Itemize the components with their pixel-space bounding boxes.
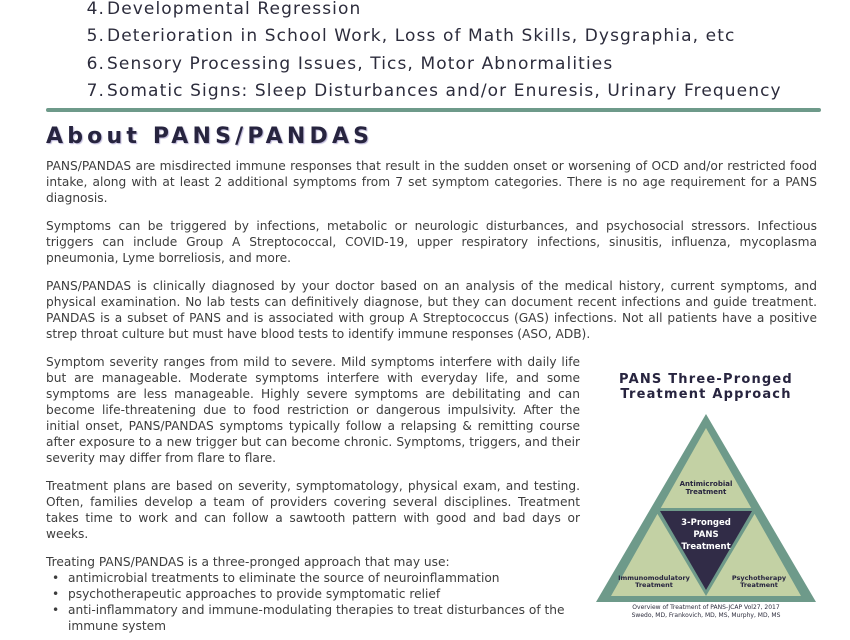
center-label-line2: PANS [693,530,719,540]
figure-title-line2: Treatment Approach [620,387,792,402]
paragraph-definition: PANS/PANDAS are misdirected immune responses that result in the sudden onset or worsening of OCD and/or restricted food intake, along with at least 2 additional symptoms from 7 set symptom categories. There is no age requirement for a PANS diagnosis. [46,159,817,205]
paragraph-treatment-plans: Treatment plans are based on severity, symptomatology, physical exam, and testing. Often, families develop a team of providers covering several disciplines. Treatment takes time to work and can follow a sawtooth pattern with good and bad days or weeks. [46,479,580,541]
section-divider [46,108,821,112]
center-label-line3: Treatment [681,542,731,552]
top-label-line1: Antimicrobial [679,480,733,488]
figure-title-line1: PANS Three-Pronged [619,372,793,387]
center-label-line1: 3-Pronged [681,518,731,528]
section-title: About PANS/PANDAS [46,124,374,149]
right-label-line1: Psychotherapy [731,574,787,582]
paragraph-triggers: Symptoms can be triggered by infections, metabolic or neurologic disturbances, and psychosocial stressors. Infectious triggers can include Group A Streptococcal, COVID-19, upper respiratory infections, sinusitis, influenza, mycoplasma pneumonia, Lyme borreliosis, and more. [46,219,817,265]
figure-caption-line1: Overview of Treatment of PANS-JCAP Vol27, 2017 [632,604,780,611]
list-item: • psychotherapeutic approaches to provide symptomatic relief [46,586,586,602]
figure-caption-line2: Swedo, MD, Frankovich, MD, MS, Murphy, MD, MS [631,612,781,619]
list-item: 5. Deterioration in School Work, Loss of Math Skills, Dysgraphia, etc [86,26,736,46]
list-item: • antimicrobial treatments to eliminate the source of neuroinflammation [46,570,586,586]
top-label-line2: Treatment [685,488,727,496]
list-item: 7. Somatic Signs: Sleep Disturbances and/or Enuresis, Urinary Frequency [86,81,782,101]
paragraph-severity: Symptom severity ranges from mild to severe. Mild symptoms interfere with daily life but are manageable. Moderate symptoms interfere with everyday life, and some symptoms are less manageable. Highly severe symptoms are debilitating and can become life-threatening due to food restriction or dangerous impulsivity. After the initial onset, PANS/PANDAS symptoms typically follow a relapsing & remitting course after exposure to a new trigger but can become chronic. Symptoms, triggers, and their severity may differ from flare to flare. [46,355,580,465]
three-pronged-triangle-diagram [594,410,820,630]
left-label-line1: Immunomodulatory [618,574,690,582]
list-item: 4. Developmental Regression [86,0,362,19]
right-label-line2: Treatment [740,581,778,589]
left-label-line2: Treatment [635,581,673,589]
list-item: • anti-inflammatory and immune-modulating therapies to treat disturbances of the immune system [46,602,586,634]
paragraph-diagnosis: PANS/PANDAS is clinically diagnosed by your doctor based on an analysis of the medical history, current symptoms, and physical examination. No lab tests can definitively diagnose, but they can document recent infections and guide treatment. PANDAS is a subset of PANS and is associated with group A Streptococcus (GAS) infections. Not all patients have a positive strep throat culture but must have blood tests to identify immune responses (ASO, ADB). [46,279,817,341]
treatment-bullet-list [46,570,586,634]
paragraph-three-pronged: Treating PANS/PANDAS is a three-pronged approach that may use: [46,555,450,569]
list-item: 6. Sensory Processing Issues, Tics, Motor Abnormalities [86,54,614,74]
